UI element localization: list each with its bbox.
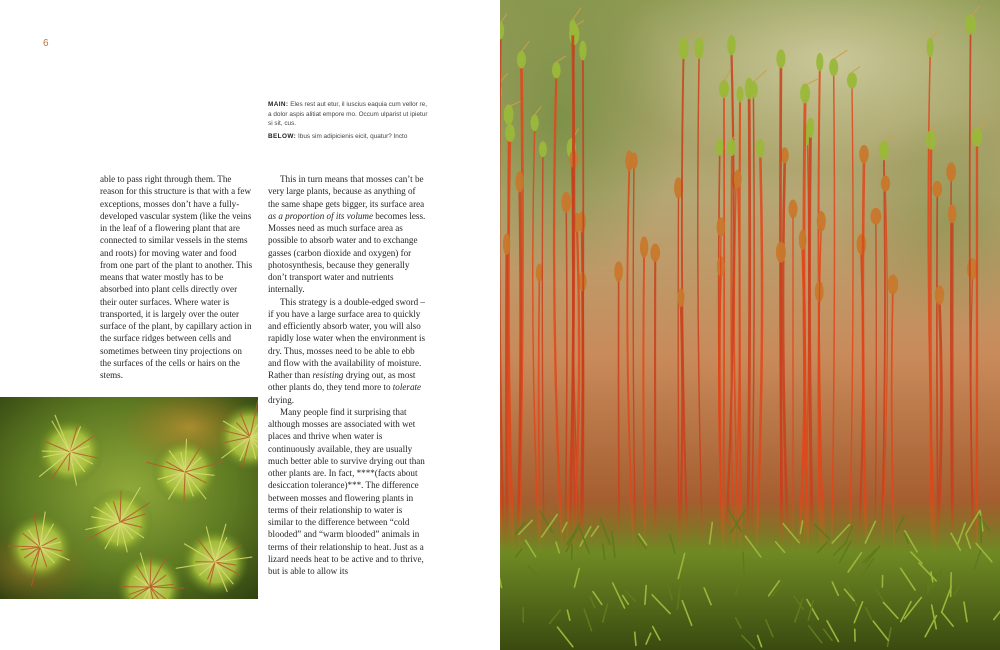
paragraph: able to pass right through them. The reason for this structure is that with a few exceptions, mosses don’t have a fully-developed vascular system (like the veins in the leaf of a flowering plant that are connected to similar vessels in the stems and roots) for moving water and food from one part of the plant to another. This means that water mostly has to be absorbed into plant cells directly over their outer surfaces. Where water is transported, it is largely over the outer surface of the plant, by capillary action in the surface ridges between cells and sometimes between tiny projections on the surfaces of the cells or hairs on the stems.	[100, 174, 253, 380]
text-column-left	[100, 173, 255, 381]
page-number: 6	[43, 38, 49, 49]
paragraph: This strategy is a double-edged sword – if you have a large surface area to quickly and efficiently absorb water, you will also rapidly lose water when the environment is dry. Thus, mosses need to be able to ebb and flow with the availability of moisture. Rather than resisting drying out, as most other plants do, they tend more to tolerate drying.	[268, 296, 426, 405]
caption-below	[268, 132, 428, 142]
caption-main-text: Eles rest aut etur, il iuscius eaquia cum vellor re, a dolor aspis alitiat empore mo. Occum ulparist ut ipietur si sit, cus.	[268, 101, 428, 127]
caption-below-text: Ibus sim adipicienis eicit, quatur? Incto	[297, 132, 408, 140]
caption-main-key: MAIN:	[268, 101, 289, 108]
moss-closeup-photo	[0, 397, 258, 599]
paragraph: Many people find it surprising that although mosses are associated with wet places and thrive when water is continuously available, they are usually much better able to survive drying out than other plants are. In fact, ****(facts about desiccation tolerance)***. The difference between mosses and flowering plants in terms of their relationship to water is similar to the difference between “cold blooded” and “warm blooded” animals in terms of their relationship to heat. Just as a lizard needs heat to be active and to thrive, but is able to allow its	[268, 406, 425, 576]
text-column-right	[268, 173, 428, 577]
caption-main	[268, 100, 428, 129]
caption-below-key: BELOW:	[268, 132, 297, 140]
paragraph: This in turn means that mosses can’t be very large plants, because as anything of the same shape gets bigger, its surface area as a proportion of its volume becomes less. Mosses need as much surface area as possible to absorb water and to exchange gasses (carbon dioxide and oxygen) for photosynthesis, because they generally don’t transport water and nutrients internally.	[268, 174, 426, 295]
moss-sporophyte-photo	[500, 0, 1000, 650]
photo-captions	[268, 100, 428, 144]
